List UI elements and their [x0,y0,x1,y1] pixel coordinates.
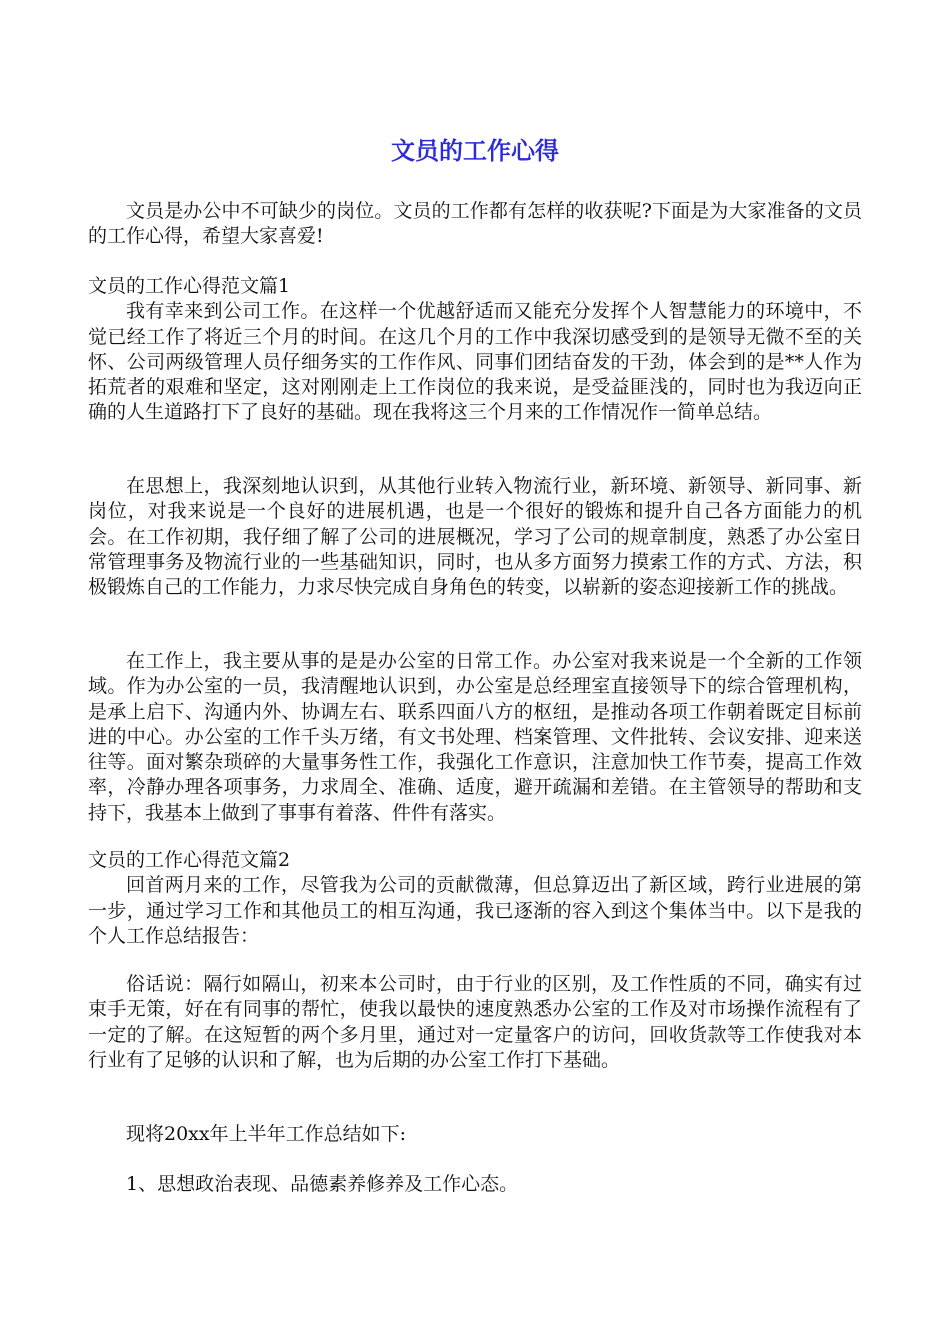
intro-block [88,199,862,250]
section-2-paragraph-1: 回首两月来的工作，尽管我为公司的贡献微薄，但总算迈出了新区域，跨行业进展的第一步，通过学习工作和其他员工的相互沟通，我已逐渐的容入到这个集体当中。以下是我的个人工作总结报告： [88,874,862,947]
section-2 [88,848,862,949]
section-1 [88,274,862,426]
document-page [88,0,862,1344]
section-1-paragraph-2-block [88,474,862,600]
section-1-paragraph-1: 我有幸来到公司工作。在这样一个优越舒适而又能充分发挥个人智慧能力的环境中，不觉已经工作了将近三个月的时间。在这几个月的工作中我深切感受到的是领导无微不至的关怀、公司两级管理人员仔细务实的工作作风、同事们团结奋发的干劲，体会到的是**人作为拓荒者的艰难和坚定，这对刚刚走上工作岗位的我来说，是受益匪浅的，同时也为我迈向正确的人生道路打下了良好的基础。现在我将这三个月来的工作情况作一简单总结。 [88,300,862,424]
intro-paragraph: 文员是办公中不可缺少的岗位。文员的工作都有怎样的收获呢?下面是为大家准备的文员的工作心得，希望大家喜爱! [88,200,862,248]
section-2-paragraph-3-block [88,1122,862,1147]
section-1-paragraph-3: 在工作上，我主要从事的是是办公室的日常工作。办公室对我来说是一个全新的工作领域。作为办公室的一员，我清醒地认识到，办公室是总经理室直接领导下的综合管理机构，是承上启下、沟通内外、协调左右、联系四面八方的枢纽，是推动各项工作朝着既定目标前进的中心。办公室的工作千头万绪，有文书处理、档案管理、文件批转、会议安排、迎来送往等。面对繁杂琐碎的大量事务性工作，我强化工作意识，注意加快工作节奏，提高工作效率，冷静办理各项事务，力求周全、准确、适度，避开疏漏和差错。在主管领导的帮助和支持下，我基本上做到了事事有着落、件件有落实。 [88,650,862,824]
section-1-paragraph-3-block [88,649,862,826]
document-title: 文员的工作心得 [391,137,559,165]
section-2-paragraph-4-block [88,1172,862,1197]
section-2-paragraph-4: 1、思想政治表现、品德素养修养及工作心态。 [126,1173,519,1195]
section-2-paragraph-2-block [88,972,862,1073]
section-1-paragraph-2: 在思想上，我深刻地认识到，从其他行业转入物流行业，新环境、新领导、新同事、新岗位，对我来说是一个良好的进展机遇，也是一个很好的锻炼和提升自己各方面能力的机会。在工作初期，我仔细了解了公司的进展概况，学习了公司的规章制度，熟悉了办公室日常管理事务及物流行业的一些基础知识，同时，也从多方面努力摸索工作的方式、方法，积极锻炼自己的工作能力，力求尽快完成自身角色的转变，以崭新的姿态迎接新工作的挑战。 [88,475,862,599]
section-2-heading: 文员的工作心得范文篇2 [88,849,291,871]
section-1-heading: 文员的工作心得范文篇1 [88,275,291,297]
section-2-paragraph-2: 俗话说：隔行如隔山，初来本公司时，由于行业的区别，及工作性质的不同，确实有过束手无策，好在有同事的帮忙，使我以最快的速度熟悉办公室的工作及对市场操作流程有了一定的了解。在这短暂的两个多月里，通过对一定量客户的访问，回收货款等工作使我对本行业有了足够的认识和了解，也为后期的办公室工作打下基础。 [88,973,862,1071]
section-2-paragraph-3: 现将20xx年上半年工作总结如下: [126,1123,407,1145]
